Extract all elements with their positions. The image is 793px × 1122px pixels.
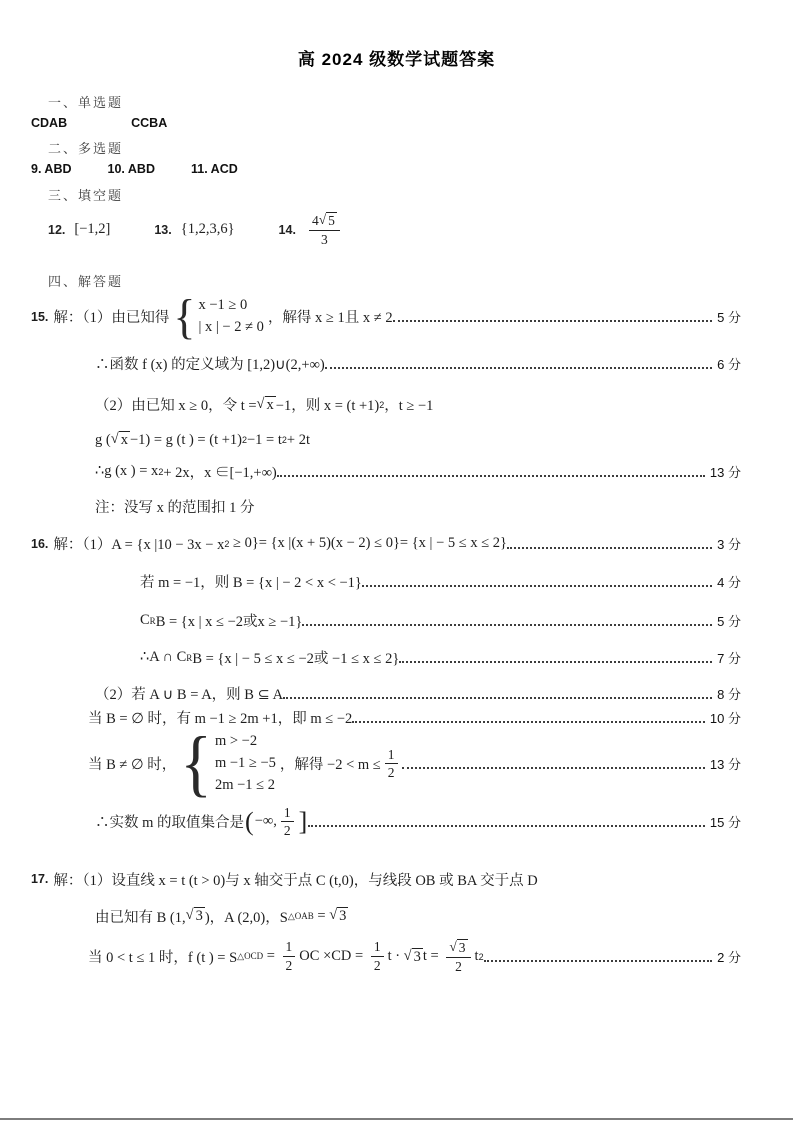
superscript: 2 (478, 951, 484, 962)
square-root (186, 907, 205, 925)
sqrt-sign-icon: √ (318, 212, 327, 227)
square-root (449, 939, 467, 956)
denominator: 2 (455, 958, 462, 974)
answer-label: 13. (154, 222, 172, 237)
answer-label: 14. (278, 222, 296, 237)
score-label: 15 分 (709, 815, 741, 831)
sqrt-sign-icon: √ (449, 938, 457, 954)
fill-in-answers (48, 212, 793, 247)
answer-group: CCBA (131, 116, 168, 130)
case-line: 2m −1 ≤ 2 (214, 777, 275, 794)
denominator: 2 (285, 958, 293, 973)
question-number: 17. (31, 872, 49, 887)
math-segment: ，t ≥ −1 (384, 398, 434, 415)
subscript: R (186, 652, 193, 663)
fraction (309, 212, 340, 247)
numerator: 1 (371, 939, 384, 957)
answer-group: CDAB (31, 116, 68, 130)
math-segment: （2）由已知 x ≥ 0，令 t = (95, 398, 257, 415)
sqrt-sign-icon: √ (403, 947, 412, 964)
case-line: m −1 ≥ −5 (214, 755, 276, 772)
case-system (173, 289, 264, 344)
radicand: 3 (339, 908, 347, 925)
dotted-leader (484, 960, 713, 962)
superscript: 2 (379, 399, 385, 410)
q16-result-row (95, 805, 793, 839)
fill-in-heading: 三、填空题 (48, 188, 124, 203)
math-segment: 解：（1）设直线 x = t (t > 0)与 x 轴交于点 C (t,0)，与线段 OB 或 BA 交于点 D (53, 872, 538, 889)
fraction (446, 939, 470, 974)
square-root (404, 948, 423, 966)
dotted-leader (507, 547, 712, 549)
left-paren-icon: ( (245, 806, 254, 836)
case-lines (198, 296, 263, 337)
math-segment: 解：（1）A = {x |10 − 3x − x (53, 537, 225, 554)
q16-setB-row (140, 571, 793, 592)
score-label: 5 分 (717, 614, 741, 630)
numerator (309, 212, 340, 231)
superscript: 2 (241, 435, 247, 446)
score-label: 2 分 (717, 950, 741, 965)
math-segment: 当 B ≠ ∅ 时， (88, 757, 177, 774)
q15-g-result-row (95, 461, 793, 482)
math-segment: 解：（1）由已知得 (53, 310, 170, 327)
sqrt-sign-icon: √ (110, 431, 119, 448)
case-line: | x | − 2 ≠ 0 (198, 319, 264, 336)
numerator: 1 (281, 805, 294, 823)
math-segment: （2）若 A ∪ B = A，则 B ⊆ A (95, 687, 284, 704)
score-label: 6 分 (717, 357, 741, 373)
dotted-leader (283, 697, 712, 699)
dotted-leader (362, 585, 712, 587)
q16-complement-row (140, 610, 793, 631)
left-brace-icon: { (180, 722, 212, 805)
subscript: R (149, 615, 156, 626)
sqrt-sign-icon: √ (256, 395, 265, 412)
subscript: △OAB (287, 910, 314, 921)
dotted-leader (402, 767, 705, 769)
denominator: 2 (373, 958, 381, 973)
math-segment: = (313, 907, 330, 924)
answer-item: 10. ABD (107, 162, 155, 176)
math-segment: ∴A ∩ C (140, 649, 187, 666)
q16-intersection-row (140, 647, 793, 668)
radicand: x (266, 396, 274, 413)
score-label: 5 分 (717, 310, 741, 326)
math-segment: OC ×CD = (299, 948, 367, 964)
case-lines (215, 732, 276, 795)
math-segment: 由已知有 B (1, (95, 909, 186, 926)
radicand: x (120, 432, 128, 449)
q17-known-row (95, 906, 793, 927)
math-segment: 当 B = ∅ 时，有 m −1 ≥ 2m +1，即 m ≤ −2 (88, 711, 353, 728)
right-bracket-icon: ] (298, 806, 308, 836)
fraction (281, 805, 294, 839)
numerator (446, 939, 470, 958)
score-label: 13 分 (709, 465, 741, 481)
q16-part2-row (95, 683, 793, 704)
superscript: 2 (224, 538, 230, 549)
square-root (329, 907, 348, 925)
q15-note-row (95, 496, 793, 517)
square-root (111, 431, 130, 449)
superscript: 2 (158, 466, 164, 477)
math-segment: ，解得 x ≥ 1且 x ≠ 2 (267, 310, 393, 327)
score-label: 8 分 (717, 687, 741, 703)
superscript: 2 (281, 435, 287, 446)
page-bottom-border (0, 1118, 793, 1120)
case-line: m > −2 (214, 733, 258, 750)
math-segment: ≥ 0}= {x |(x + 5)(x − 2) ≤ 0}= {x | − 5 ≤ x ≤ 2} (229, 535, 507, 552)
math-segment: + 2x，x ∈[−1,+∞) (163, 465, 277, 482)
denominator: 2 (387, 765, 395, 781)
radicand: 5 (328, 213, 335, 228)
math-segment: ，解得 −2 < m ≤ (279, 757, 381, 774)
fraction (371, 939, 384, 973)
score-label: 4 分 (717, 575, 741, 591)
score-label: 10 分 (709, 711, 741, 727)
sqrt-sign-icon: √ (185, 907, 194, 924)
score-label: 13 分 (709, 757, 741, 773)
math-segment: ∴函数 f (x) 的定义域为 [1,2)∪(2,+∞) (95, 357, 325, 374)
denominator: 2 (283, 823, 291, 839)
answer-value: {1,2,3,6} (180, 221, 235, 238)
math-segment: B = {x | − 5 ≤ x ≤ −2或 −1 ≤ x ≤ 2} (192, 651, 400, 668)
note-text: 注：没写 x 的范围扣 1 分 (95, 500, 255, 517)
multi-choice-heading: 二、多选题 (48, 141, 124, 156)
answer-item: 11. ACD (190, 162, 238, 176)
fraction (283, 939, 296, 973)
q17-case1-row (88, 939, 793, 974)
math-segment: 当 0 < t ≤ 1 时，f (t ) = S (88, 950, 238, 966)
math-segment: −1) = g (t ) = (t +1) (129, 431, 242, 448)
math-segment: −∞, (254, 813, 277, 830)
case-system (180, 722, 276, 805)
math-segment: 若 m = −1，则 B = {x | − 2 < x < −1} (140, 575, 362, 592)
dotted-leader (325, 367, 712, 369)
math-segment: B = {x | x ≤ −2或x ≥ −1} (155, 614, 303, 631)
radicand: 3 (195, 908, 203, 925)
coefficient: 4 (311, 212, 319, 228)
math-segment: t = (422, 948, 443, 964)
math-segment: t (474, 948, 479, 964)
sqrt-sign-icon: √ (329, 907, 338, 924)
fraction (385, 747, 398, 781)
math-segment: C (140, 612, 150, 629)
math-segment: = (263, 948, 279, 964)
solutions-heading: 四、解答题 (48, 274, 124, 290)
case-line: x −1 ≥ 0 (198, 297, 248, 314)
q16-nonempty-case-row (88, 722, 793, 805)
dotted-leader (302, 624, 712, 626)
q15-domain-row (95, 353, 793, 374)
single-choice-answers (31, 116, 793, 130)
single-choice-heading: 一、单选题 (48, 95, 124, 110)
denominator: 3 (321, 231, 328, 247)
dotted-leader (308, 825, 705, 827)
score-label: 3 分 (717, 537, 741, 553)
q15-g-expansion-row (95, 431, 793, 449)
question-number: 15. (31, 309, 49, 324)
subscript: △OCD (237, 951, 264, 961)
numerator: 1 (385, 747, 398, 765)
math-segment: ∴实数 m 的取值集合是 (95, 815, 245, 832)
math-segment: t · (387, 948, 404, 964)
square-root (257, 396, 276, 414)
score-label: 7 分 (717, 651, 741, 667)
dotted-leader (352, 721, 705, 723)
left-brace-icon: { (173, 289, 196, 344)
answer-label: 12. (48, 222, 66, 237)
answer-value: [−1,2] (74, 221, 111, 238)
radicand: 3 (458, 939, 466, 955)
q15-step2-row (95, 394, 793, 415)
dotted-leader (393, 320, 713, 322)
math-segment: −1，则 x = (t +1) (275, 398, 380, 415)
math-segment: )，A (2,0)，S (204, 909, 288, 926)
math-segment: g ( (95, 431, 111, 448)
math-segment: ∴g (x ) = x (95, 463, 159, 480)
answer-item: 9. ABD (31, 162, 72, 176)
dotted-leader (399, 661, 712, 663)
dotted-leader (277, 475, 705, 477)
question-number: 16. (31, 536, 49, 551)
radicand: 3 (413, 948, 421, 965)
page-title: 高 2024 级数学试题答案 (297, 50, 496, 69)
numerator: 1 (283, 939, 296, 957)
q16-setA-row (31, 533, 793, 554)
q15-step1-row (31, 289, 793, 344)
q17-setup-row (31, 869, 793, 890)
math-segment: + 2t (286, 431, 310, 448)
multi-choice-answers (31, 162, 793, 176)
math-segment: −1 = t (247, 431, 282, 448)
square-root (319, 212, 337, 229)
